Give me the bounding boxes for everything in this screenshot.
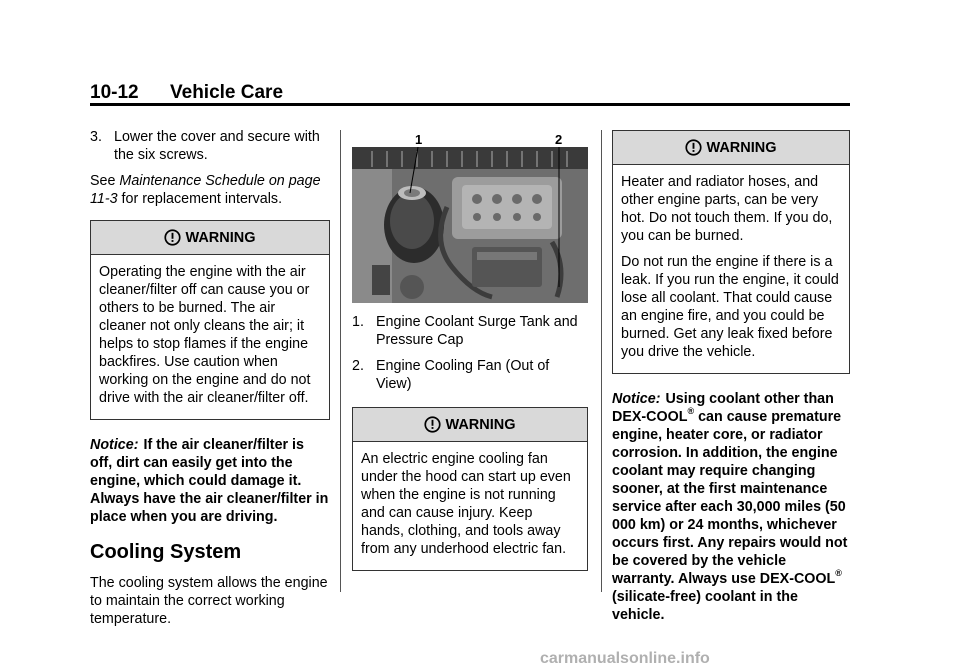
notice-text: (silicate-free) coolant in the vehicle. (612, 589, 798, 623)
column-middle (352, 131, 588, 587)
watermark: carmanualsonline.info (540, 650, 710, 667)
notice-text: can cause premature engine, heater core, or radiator corrosion. In addition, the engine coolant may require changing sooner, at the first maintenance service after each 30,000 miles (50 000 km) or 24 months, whichever occurs first. Any repairs would not be covered by the vehicle warranty. Always use DEX-COOL (612, 409, 848, 587)
warning-icon (685, 139, 702, 156)
notice (612, 390, 850, 624)
warning-header (91, 221, 329, 255)
notice-label: Notice: (90, 437, 139, 453)
header-rule (90, 103, 850, 106)
see-suffix: for replacement intervals. (117, 191, 283, 207)
callout-2: 2 (555, 132, 563, 147)
notice-label: Notice: (612, 391, 661, 407)
notice-text: Using coolant other than DEX-COOL (612, 391, 834, 425)
caption-text: Engine Coolant Surge Tank and Pressure Cap (376, 314, 578, 348)
step-text: Lower the cover and secure with the six screws. (114, 129, 320, 163)
warning-box (612, 130, 850, 374)
warning-text: Do not run the engine if there is a leak. If you run the engine, it could lose all coolant. That could cause an engine fire, and you could be burned. Get any leak fixed before you drive the vehicle. (621, 254, 839, 360)
warning-icon (164, 229, 181, 246)
warning-icon (424, 416, 441, 433)
section-text: The cooling system allows the engine to maintain the correct working temperature. (90, 575, 328, 627)
section-heading: Cooling System (90, 541, 242, 563)
see-reference (90, 172, 330, 208)
warning-text: Operating the engine with the air cleaner/filter off can cause you or others to be burned. The air cleaner not only cleans the air; it helps to stop flames if the engine backfires. Use caution when working on the engine and do not drive with the air cleaner/filter off. (99, 264, 311, 406)
registered-mark: ® (835, 568, 842, 579)
caption-1 (352, 313, 588, 349)
cross-reference-link[interactable]: Maintenance Schedule on page 11-3 (90, 173, 321, 207)
notice-text: If the air cleaner/filter is off, dirt can easily get into the engine, which could damage it. Always have the air cleaner/filter in place when you are driving. (90, 437, 329, 525)
callout-1: 1 (415, 132, 423, 147)
page-number: 10-12 (90, 82, 139, 103)
warning-header (613, 131, 849, 165)
warning-text: Heater and radiator hoses, and other engine parts, can be very hot. Do not touch them. If you do, you can be burned. (621, 174, 833, 244)
notice (90, 436, 330, 526)
caption-text: Engine Cooling Fan (Out of View) (376, 358, 550, 392)
warning-title: WARNING (706, 139, 777, 156)
column-left (90, 128, 330, 636)
chapter-title: Vehicle Care (170, 82, 284, 103)
step-number: 3. (90, 129, 102, 145)
warning-text: An electric engine cooling fan under the hood can start up even when the engine is not running and can cause injury. Keep hands, clothing, and tools away from any underhood electric fan. (361, 451, 571, 557)
registered-mark: ® (687, 406, 695, 417)
caption-number: 2. (352, 358, 364, 374)
column-right (612, 130, 850, 632)
warning-title: WARNING (185, 229, 256, 246)
warning-title: WARNING (445, 416, 516, 433)
warning-body (91, 255, 329, 419)
caption-number: 1. (352, 314, 364, 330)
column-divider (340, 130, 341, 592)
engine-compartment-image (352, 147, 588, 303)
warning-box (90, 220, 330, 420)
caption-2 (352, 357, 588, 393)
warning-body (613, 165, 849, 373)
see-prefix: See (90, 173, 120, 189)
warning-body (353, 442, 587, 570)
warning-header (353, 408, 587, 442)
step-3 (90, 128, 330, 164)
engine-figure (352, 131, 588, 303)
warning-box (352, 407, 588, 571)
column-divider (601, 130, 602, 592)
